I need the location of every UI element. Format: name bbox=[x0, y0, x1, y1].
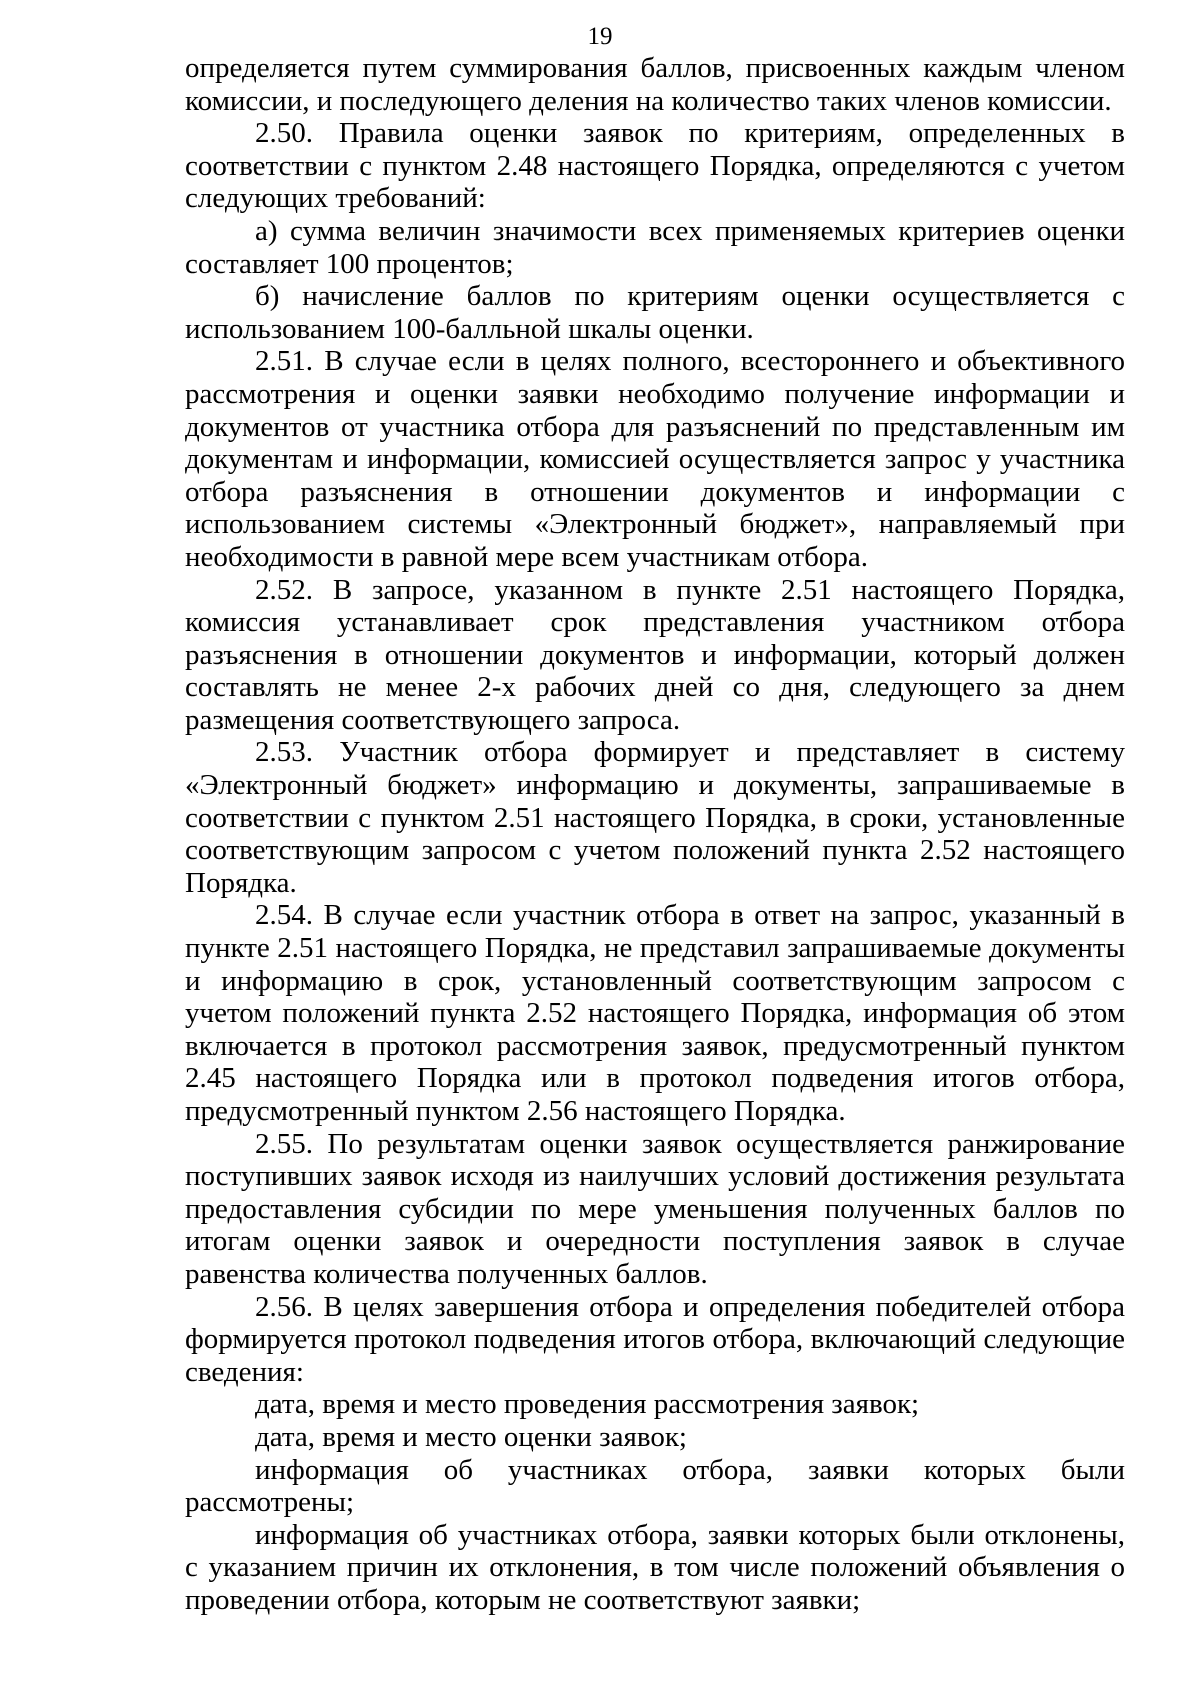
paragraph-2-54: 2.54. В случае если участник отбора в ответ на запрос, указанный в пункте 2.51 настоящего Порядка, не представил запрашиваемые документы и информацию в срок, установленный соответствующим запросом с учетом положений пункта 2.52 настоящего Порядка, информация об этом включается в протокол рассмотрения заявок, предусмотренный пунктом 2.45 настоящего Порядка или в протокол подведения итогов отбора, предусмотренный пунктом 2.56 настоящего Порядка. bbox=[185, 899, 1125, 1127]
paragraph-2-50: 2.50. Правила оценки заявок по критериям, определенных в соответствии с пунктом 2.48 настоящего Порядка, определяются с учетом следующих требований: bbox=[185, 117, 1125, 215]
paragraph-2-55: 2.55. По результатам оценки заявок осуществляется ранжирование поступивших заявок исходя из наилучших условий достижения результата предоставления субсидии по мере уменьшения полученных баллов по итогам оценки заявок и очередности поступления заявок в случае равенства количества полученных баллов. bbox=[185, 1127, 1125, 1290]
document-body bbox=[185, 52, 1125, 1617]
page-number: 19 bbox=[587, 23, 613, 50]
paragraph-2-53: 2.53. Участник отбора формирует и представляет в систему «Электронный бюджет» информацию и документы, запрашиваемые в соответствии с пунктом 2.51 настоящего Порядка, в сроки, установленные соответствующим запросом с учетом положений пункта 2.52 настоящего Порядка. bbox=[185, 736, 1125, 899]
paragraph-2-52: 2.52. В запросе, указанном в пункте 2.51 настоящего Порядка, комиссия устанавливает срок представления участником отбора разъяснения в отношении документов и информации, который должен составлять не менее 2-х рабочих дней со дня, следующего за днем размещения соответствующего запроса. bbox=[185, 573, 1125, 736]
list-item-review-date: дата, время и место проведения рассмотрения заявок; bbox=[255, 1388, 920, 1421]
paragraph-2-50-a: а) сумма величин значимости всех применяемых критериев оценки составляет 100 процентов; bbox=[185, 214, 1125, 280]
paragraph-2-51: 2.51. В случае если в целях полного, всестороннего и объективного рассмотрения и оценки заявки необходимо получение информации и документов от участника отбора для разъяснений по представленным им документам и информации, комиссией осуществляется запрос у участника отбора разъяснения в отношении документов и информации с использованием системы «Электронный бюджет», направляемый при необходимости в равной мере всем участникам отбора. bbox=[185, 345, 1125, 573]
list-item-reviewed-participants: информация об участниках отбора, заявки которых были рассмотрены; bbox=[185, 1453, 1125, 1519]
paragraph-2-50-b: б) начисление баллов по критериям оценки осуществляется с использованием 100-балльной шкалы оценки. bbox=[185, 280, 1125, 345]
list-item-evaluation-date: дата, время и место оценки заявок; bbox=[255, 1420, 687, 1453]
list-item-rejected-participants: информация об участниках отбора, заявки которых были отклонены, с указанием причин их отклонения, в том числе положений объявления о проведении отбора, которым не соответствуют заявки; bbox=[185, 1518, 1125, 1616]
paragraph-2-56: 2.56. В целях завершения отбора и определения победителей отбора формируется протокол подведения итогов отбора, включающий следующие сведения: bbox=[185, 1290, 1125, 1388]
paragraph-continuation: определяется путем суммирования баллов, присвоенных каждым членом комиссии, и последующего деления на количество таких членов комиссии. bbox=[185, 52, 1125, 117]
